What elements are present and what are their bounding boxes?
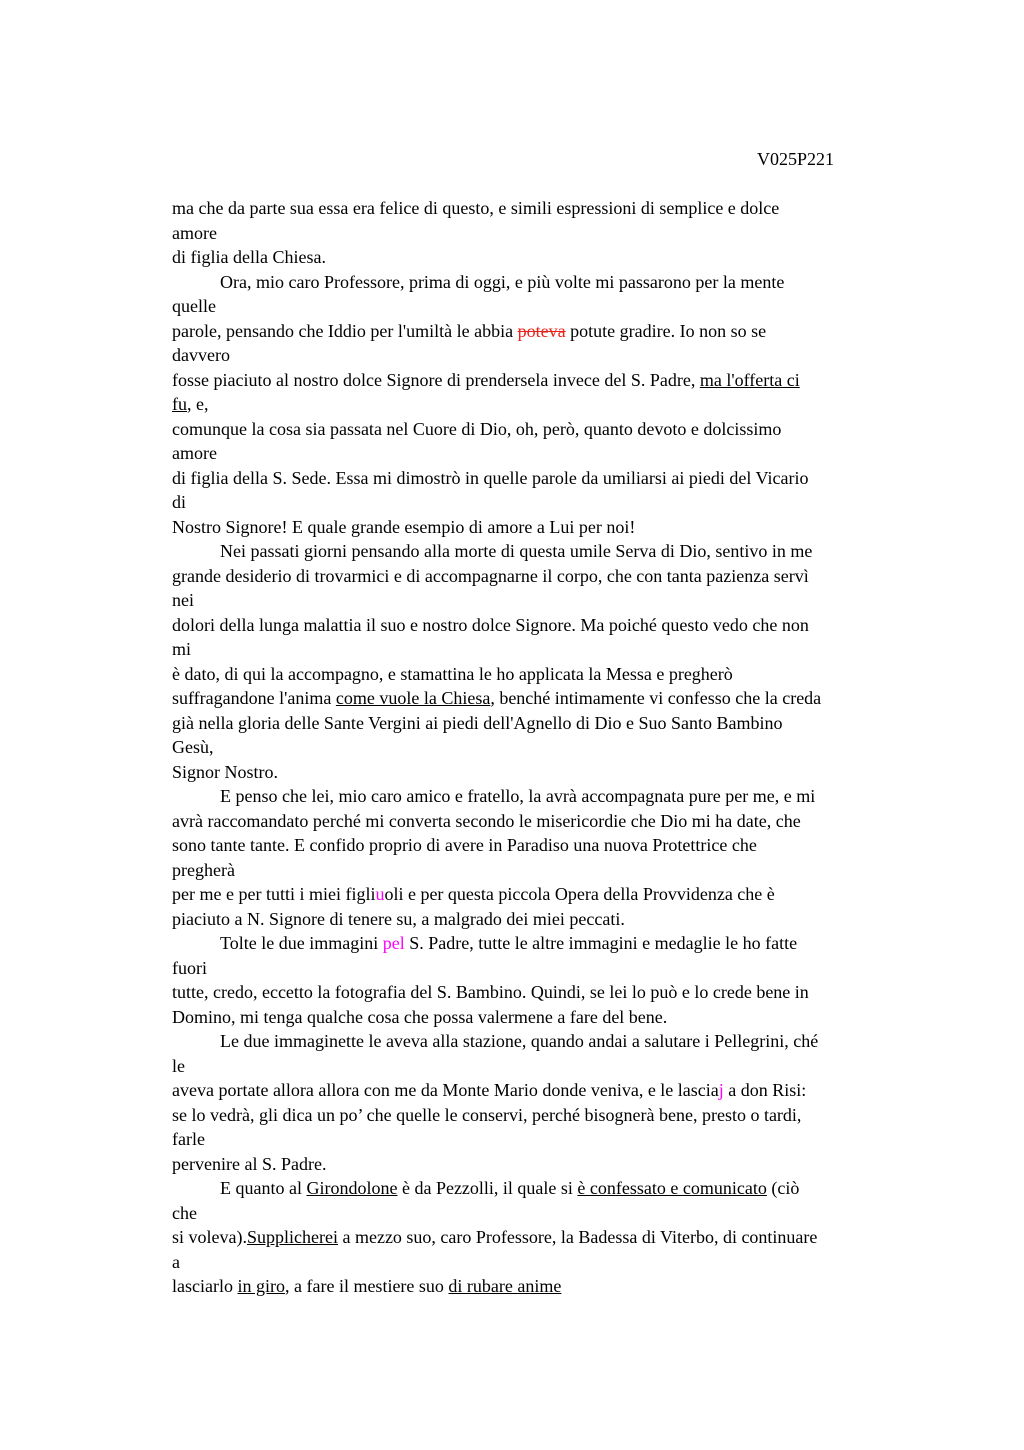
text-line: [172, 637, 821, 662]
text-segment: è dato, di qui la accompagno, e stamattina le ho applicata la Messa e pregherò: [172, 663, 733, 684]
text-segment: per me e per tutti i miei figli: [172, 884, 376, 904]
text-segment: le: [172, 1055, 185, 1076]
text-line: [172, 1225, 821, 1250]
text-segment: è da Pezzolli, il quale si: [397, 1178, 578, 1198]
text-segment: mi: [172, 639, 192, 659]
text-segment: Ora, mio caro Professore, prima di oggi, e più volte mi passarono per la mente: [220, 271, 785, 292]
text-line: [172, 956, 821, 981]
text-segment: , e,: [187, 394, 209, 414]
text-segment: suffragandone l'anima: [172, 688, 336, 708]
text-line: [172, 858, 821, 883]
text-segment: (ciò: [766, 1178, 800, 1198]
text-segment: avrà raccomandato perché mi converta secondo le misericordie che Dio mi ha date, che: [172, 810, 801, 831]
text-segment: pervenire al S. Padre.: [172, 1153, 327, 1174]
text-segment: già nella gloria delle Sante Vergini ai piedi dell'Agnello di Dio e Suo Santo Bambino: [172, 712, 783, 733]
text-segment: che: [172, 1202, 197, 1223]
deleted-text: poteva: [517, 320, 566, 341]
text-segment: grande desiderio di trovarmici e di accompagnarne il corpo, che con tanta pazienza servì: [172, 565, 809, 586]
page-identifier: V025P221: [757, 149, 835, 169]
text-segment: piaciuto a N. Signore di tenere su, a malgrado dei miei peccati.: [172, 908, 625, 929]
underlined-text: come vuole la Chiesa: [335, 688, 491, 708]
text-line: [172, 907, 821, 932]
text-segment: pregherà: [172, 859, 235, 880]
text-segment: a don Risi:: [723, 1080, 807, 1100]
text-line: [172, 343, 821, 368]
text-line: [172, 1005, 821, 1030]
text-line: [172, 980, 821, 1005]
text-line: [172, 1250, 821, 1275]
text-line: [172, 490, 821, 515]
text-segment: di: [172, 492, 187, 512]
text-segment: fosse piaciuto al nostro dolce Signore di prendersela invece del S. Padre,: [172, 369, 700, 390]
text-line: [172, 613, 821, 638]
text-line: [172, 711, 821, 736]
text-segment: se lo vedrà, gli dica un po’ che quelle le conservi, perché bisognerà bene, presto o tardi,: [172, 1104, 802, 1125]
text-segment: parole, pensando che Iddio per l'umiltà le abbia: [172, 320, 518, 341]
text-line: [172, 319, 821, 344]
text-line: [172, 196, 821, 221]
text-segment: potute gradire. Io non so se: [565, 320, 767, 341]
text-line: [172, 1029, 821, 1054]
inserted-text: j: [718, 1080, 724, 1100]
text-line: [172, 784, 821, 809]
text-segment: oli e per questa piccola Opera della Provvidenza che è: [384, 884, 775, 904]
text-line: [172, 833, 821, 858]
text-segment: E quanto al: [220, 1178, 307, 1198]
text-segment: Domino, mi tenga qualche cosa che possa valermene a fare del bene.: [172, 1006, 668, 1027]
text-segment: Nei passati giorni pensando alla morte di questa umile Serva di Dio, sentivo in me: [220, 541, 813, 561]
text-line: [172, 1176, 821, 1201]
text-segment: quelle: [172, 296, 216, 316]
text-segment: si voleva).: [172, 1227, 247, 1247]
text-segment: comunque la cosa sia passata nel Cuore di Dio, oh, però, quanto devoto e dolcissimo: [172, 418, 782, 439]
text-segment: sono tante tante. E confido proprio di avere in Paradiso una nuova Protettrice che: [172, 835, 757, 855]
text-segment: , a fare il mestiere suo: [284, 1276, 449, 1296]
text-segment: S. Padre, tutte le altre immagini e medaglie le ho fatte: [404, 933, 798, 953]
text-line: [172, 539, 821, 564]
text-line: [172, 686, 821, 711]
text-line: [172, 270, 821, 295]
text-line: [172, 931, 821, 956]
inserted-text: pel: [382, 933, 405, 953]
underlined-text: in giro: [237, 1276, 285, 1296]
text-line: [172, 466, 821, 491]
text-segment: Nostro Signore! E quale grande esempio di amore a Lui per noi!: [172, 516, 636, 537]
text-line: [172, 564, 821, 589]
underlined-text: è confessato e comunicato: [577, 1178, 767, 1198]
text-line: [172, 441, 821, 466]
text-segment: ma che da parte sua essa era felice di questo, e simili espressioni di semplice e dolce: [172, 198, 780, 218]
text-segment: Tolte le due immagini: [220, 933, 383, 953]
text-segment: lasciarlo: [172, 1276, 238, 1296]
inserted-text: u: [375, 884, 385, 904]
text-segment: tutte, credo, eccetto la fotografia del S. Bambino. Quindi, se lei lo può e lo crede bene in: [172, 982, 809, 1002]
text-segment: E penso che lei, mio caro amico e fratello, la avrà accompagnata pure per me, e mi: [220, 786, 816, 806]
text-line: [172, 1078, 821, 1103]
text-line: [172, 221, 821, 246]
text-line: [172, 1274, 821, 1299]
text-line: [172, 1054, 821, 1079]
text-line: [172, 1152, 821, 1177]
text-segment: davvero: [172, 345, 230, 365]
text-segment: nei: [172, 590, 194, 610]
text-line: [172, 662, 821, 687]
text-line: [172, 417, 821, 442]
text-line: [172, 294, 821, 319]
text-segment: amore: [172, 222, 217, 243]
underlined-text: fu: [172, 394, 187, 414]
text-line: [172, 392, 821, 417]
text-line: [172, 760, 821, 785]
text-line: [172, 1201, 821, 1226]
underlined-text: Supplicherei: [246, 1227, 338, 1247]
text-segment: di figlia della Chiesa.: [172, 247, 326, 267]
text-line: [172, 588, 821, 613]
text-segment: di figlia della S. Sede. Essa mi dimostrò in quelle parole da umiliarsi ai piedi del Vicario: [172, 467, 809, 488]
text-segment: farle: [172, 1129, 205, 1149]
underlined-text: ma l'offerta ci: [699, 369, 800, 390]
letter-body: [172, 196, 821, 1299]
underlined-text: di rubare anime: [448, 1276, 562, 1296]
text-segment: , benché intimamente vi confesso che la creda: [490, 688, 822, 708]
underlined-text: Girondolone: [306, 1178, 398, 1198]
text-line: [172, 1103, 821, 1128]
text-line: [172, 245, 821, 270]
text-segment: a: [172, 1251, 180, 1272]
text-line: [172, 368, 821, 393]
text-segment: amore: [172, 443, 217, 463]
text-line: [172, 515, 821, 540]
text-line: [172, 809, 821, 834]
text-line: [172, 882, 821, 907]
text-line: [172, 735, 821, 760]
text-segment: Signor Nostro.: [172, 761, 279, 782]
text-segment: fuori: [172, 957, 207, 978]
text-segment: a mezzo suo, caro Professore, la Badessa di Viterbo, di continuare: [337, 1227, 818, 1247]
text-line: [172, 1127, 821, 1152]
text-segment: dolori della lunga malattia il suo e nostro dolce Signore. Ma poiché questo vedo che non: [172, 614, 809, 635]
text-segment: Gesù,: [172, 737, 214, 757]
text-segment: Le due immaginette le aveva alla stazione, quando andai a salutare i Pellegrini, ché: [220, 1031, 819, 1051]
text-segment: aveva portate allora allora con me da Monte Mario donde veniva, e le lascia: [172, 1080, 719, 1100]
